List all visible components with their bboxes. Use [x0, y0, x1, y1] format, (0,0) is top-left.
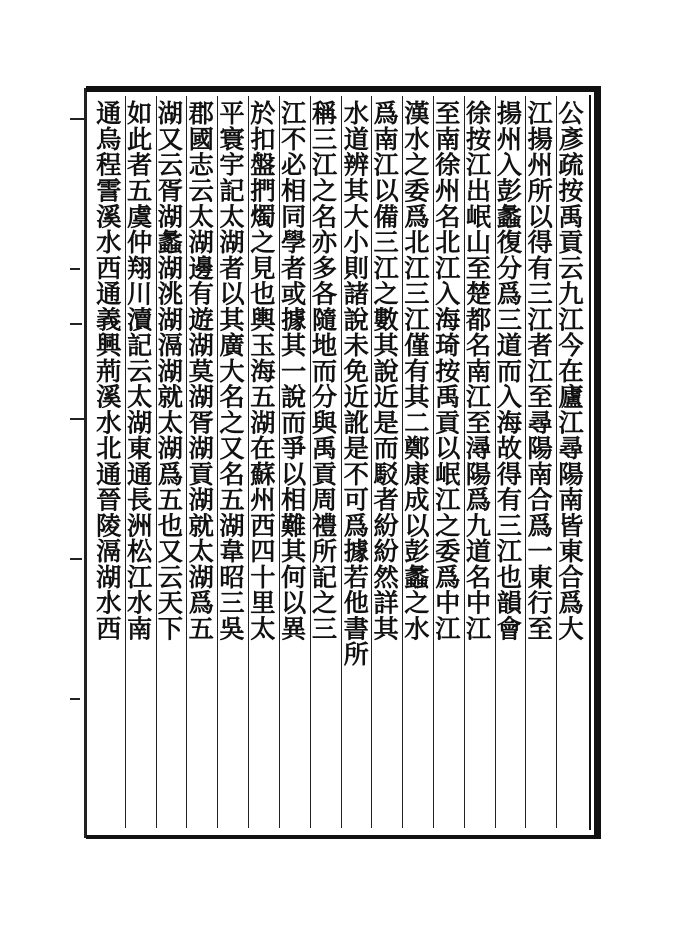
- text-column: 漢水之委爲北江三江僅有其二鄭康成以彭蠡之水: [402, 96, 433, 828]
- binding-mark: [70, 323, 82, 325]
- text-column: 徐按江出岷山至楚都名南江至潯陽爲九道名中江: [464, 96, 495, 828]
- text-column: 如此者五虞仲翔川瀆記云太湖東通長洲松江水南: [125, 96, 156, 828]
- binding-mark: [70, 418, 84, 420]
- text-column: 公彥疏按禹貢云九江今在廬江尋陽南皆東合爲大: [556, 96, 587, 828]
- text-column: 郡國志云太湖邊有遊湖莫湖胥湖貢湖就太湖爲五: [186, 96, 217, 828]
- text-column: 平寰宇記太湖者以其廣大名之又名五湖韋昭三吳: [217, 96, 248, 828]
- text-column: 於扣盤捫燭之見也輿玉海五湖在蘇州西四十里太: [248, 96, 279, 828]
- text-columns: [94, 96, 587, 828]
- text-column: 江揚州所以得有三江者江至尋陽南合爲一東行至: [525, 96, 556, 828]
- text-column: 爲南江以備三江之數其說近是而駁者紛紛然詳其: [371, 96, 402, 828]
- text-column: 至南徐州名北江入海琦按禹貢以岷江之委爲中江: [433, 96, 464, 828]
- binding-mark: [70, 698, 80, 700]
- text-column: 湖又云胥湖蠡湖洮湖滆湖就太湖爲五也又云天下: [156, 96, 187, 828]
- text-column: 揚州入彭蠡復分爲三道而入海故得有三江也韻會: [495, 96, 526, 828]
- binding-mark: [70, 558, 82, 560]
- text-column: 通烏程霅溪水西通義興荊溪水北通晉陵滆湖水西: [92, 100, 123, 641]
- text-column: 水道辨其大小則諸說未免近訛是不可爲據若他書所: [341, 96, 372, 828]
- text-column: 稱三江之名亦多各隨地而分與禹貢周禮所記之三: [310, 96, 341, 828]
- binding-mark: [70, 118, 84, 120]
- text-column: 江不必相同學者或據其一說而爭以相難其何以異: [279, 96, 310, 828]
- binding-mark: [70, 268, 80, 270]
